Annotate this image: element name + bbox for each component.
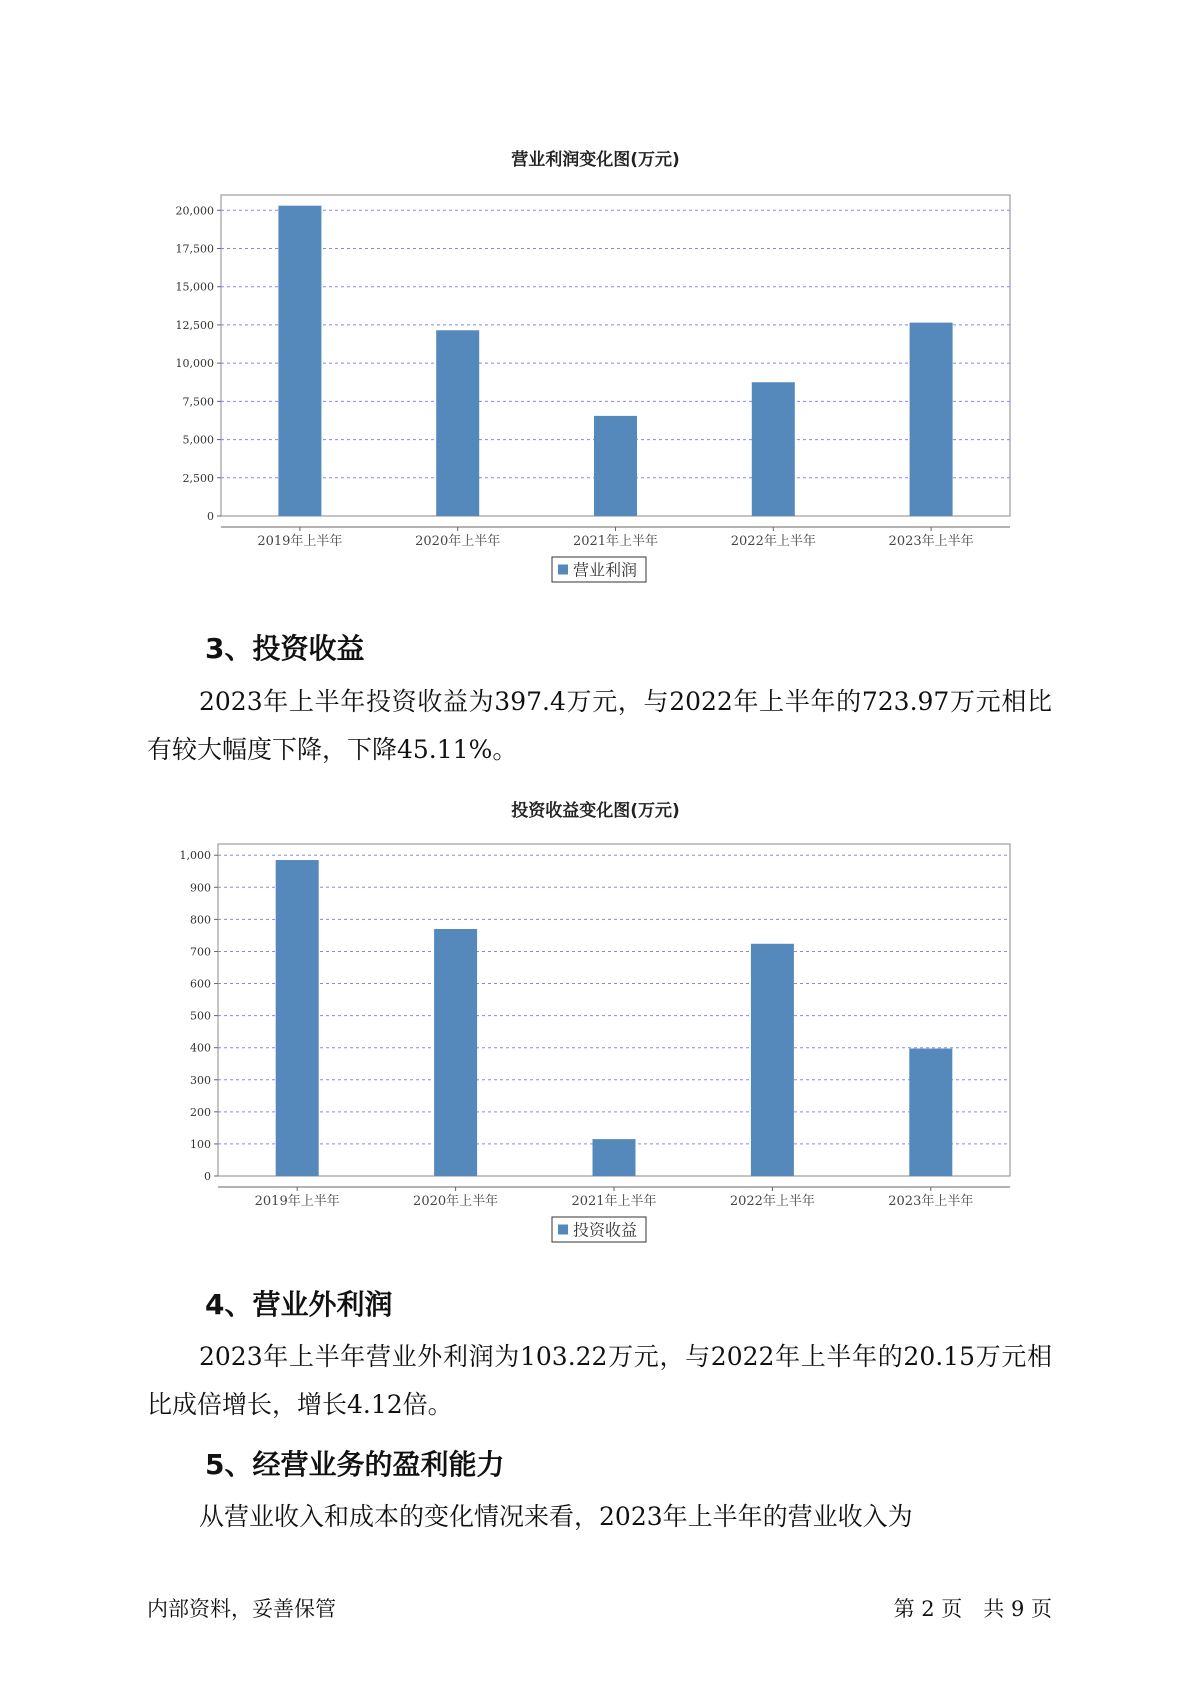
- bar: [434, 929, 477, 1176]
- x-tick-label: 2022年上半年: [730, 534, 816, 549]
- bar: [752, 382, 795, 516]
- y-tick-label: 200: [190, 1105, 211, 1119]
- y-tick-label: 15,000: [175, 280, 214, 294]
- legend-swatch: [558, 1225, 568, 1235]
- y-tick-label: 0: [204, 1170, 211, 1183]
- operating-profit-chart: [0, 180, 1191, 600]
- section-4-title: 4、营业外利润: [205, 1288, 393, 1321]
- y-tick-label: 5,000: [182, 433, 214, 447]
- y-tick-label: 400: [190, 1041, 211, 1055]
- bar: [909, 1049, 952, 1176]
- footer-confidential-note: 内部资料，妥善保管: [147, 1597, 336, 1621]
- x-tick-label: 2021年上半年: [571, 1194, 657, 1209]
- investment-income-chart: [0, 830, 1191, 1250]
- legend-label: 投资收益: [573, 1220, 638, 1240]
- y-tick-label: 1,000: [179, 849, 211, 863]
- y-tick-label: 500: [190, 1009, 211, 1023]
- y-tick-label: 0: [207, 510, 214, 523]
- y-tick-label: 20,000: [175, 204, 214, 218]
- bar: [436, 330, 479, 516]
- y-tick-label: 10,000: [175, 357, 214, 371]
- footer-page-number: 第 2 页 共 9 页: [893, 1597, 1052, 1621]
- bar: [278, 206, 321, 516]
- x-tick-label: 2019年上半年: [254, 1194, 340, 1209]
- y-tick-label: 800: [190, 913, 211, 927]
- y-tick-label: 600: [190, 977, 211, 991]
- x-tick-label: 2023年上半年: [888, 1194, 974, 1209]
- y-tick-label: 12,500: [175, 318, 214, 332]
- y-tick-label: 100: [190, 1137, 211, 1151]
- y-tick-label: 2,500: [182, 471, 214, 485]
- x-tick-label: 2019年上半年: [257, 534, 343, 549]
- x-tick-label: 2023年上半年: [888, 534, 974, 549]
- plot-area: [218, 844, 1010, 1176]
- section-4-paragraph: 2023年上半年营业外利润为103.22万元，与2022年上半年的20.15万元相比成倍增长，增长4.12倍。: [147, 1342, 1052, 1419]
- section-5-title: 5、经营业务的盈利能力: [205, 1448, 505, 1481]
- y-tick-label: 17,500: [175, 242, 214, 256]
- x-tick-label: 2022年上半年: [729, 1194, 815, 1209]
- bar: [593, 1139, 636, 1176]
- legend-swatch: [558, 565, 568, 575]
- y-tick-label: 900: [190, 881, 211, 895]
- y-tick-label: 700: [190, 945, 211, 959]
- bar: [751, 944, 794, 1176]
- chart2-title: 投资收益变化图(万元): [511, 801, 680, 821]
- x-tick-label: 2021年上半年: [572, 534, 659, 549]
- section-5-paragraph: 从营业收入和成本的变化情况来看，2023年上半年的营业收入为: [199, 1502, 913, 1531]
- x-tick-label: 2020年上半年: [415, 534, 501, 549]
- y-tick-label: 7,500: [182, 395, 214, 409]
- x-tick-label: 2020年上半年: [413, 1194, 499, 1209]
- y-tick-label: 300: [190, 1073, 211, 1087]
- bar: [594, 416, 637, 516]
- section-3-paragraph: 2023年上半年投资收益为397.4万元，与2022年上半年的723.97万元相比有较大幅度下降，下降45.11%。: [147, 687, 1052, 764]
- section-3-title: 3、投资收益: [205, 632, 365, 665]
- legend-label: 营业利润: [573, 560, 638, 580]
- bar: [276, 860, 319, 1176]
- bar: [910, 323, 953, 516]
- chart1-title: 营业利润变化图(万元): [511, 150, 680, 170]
